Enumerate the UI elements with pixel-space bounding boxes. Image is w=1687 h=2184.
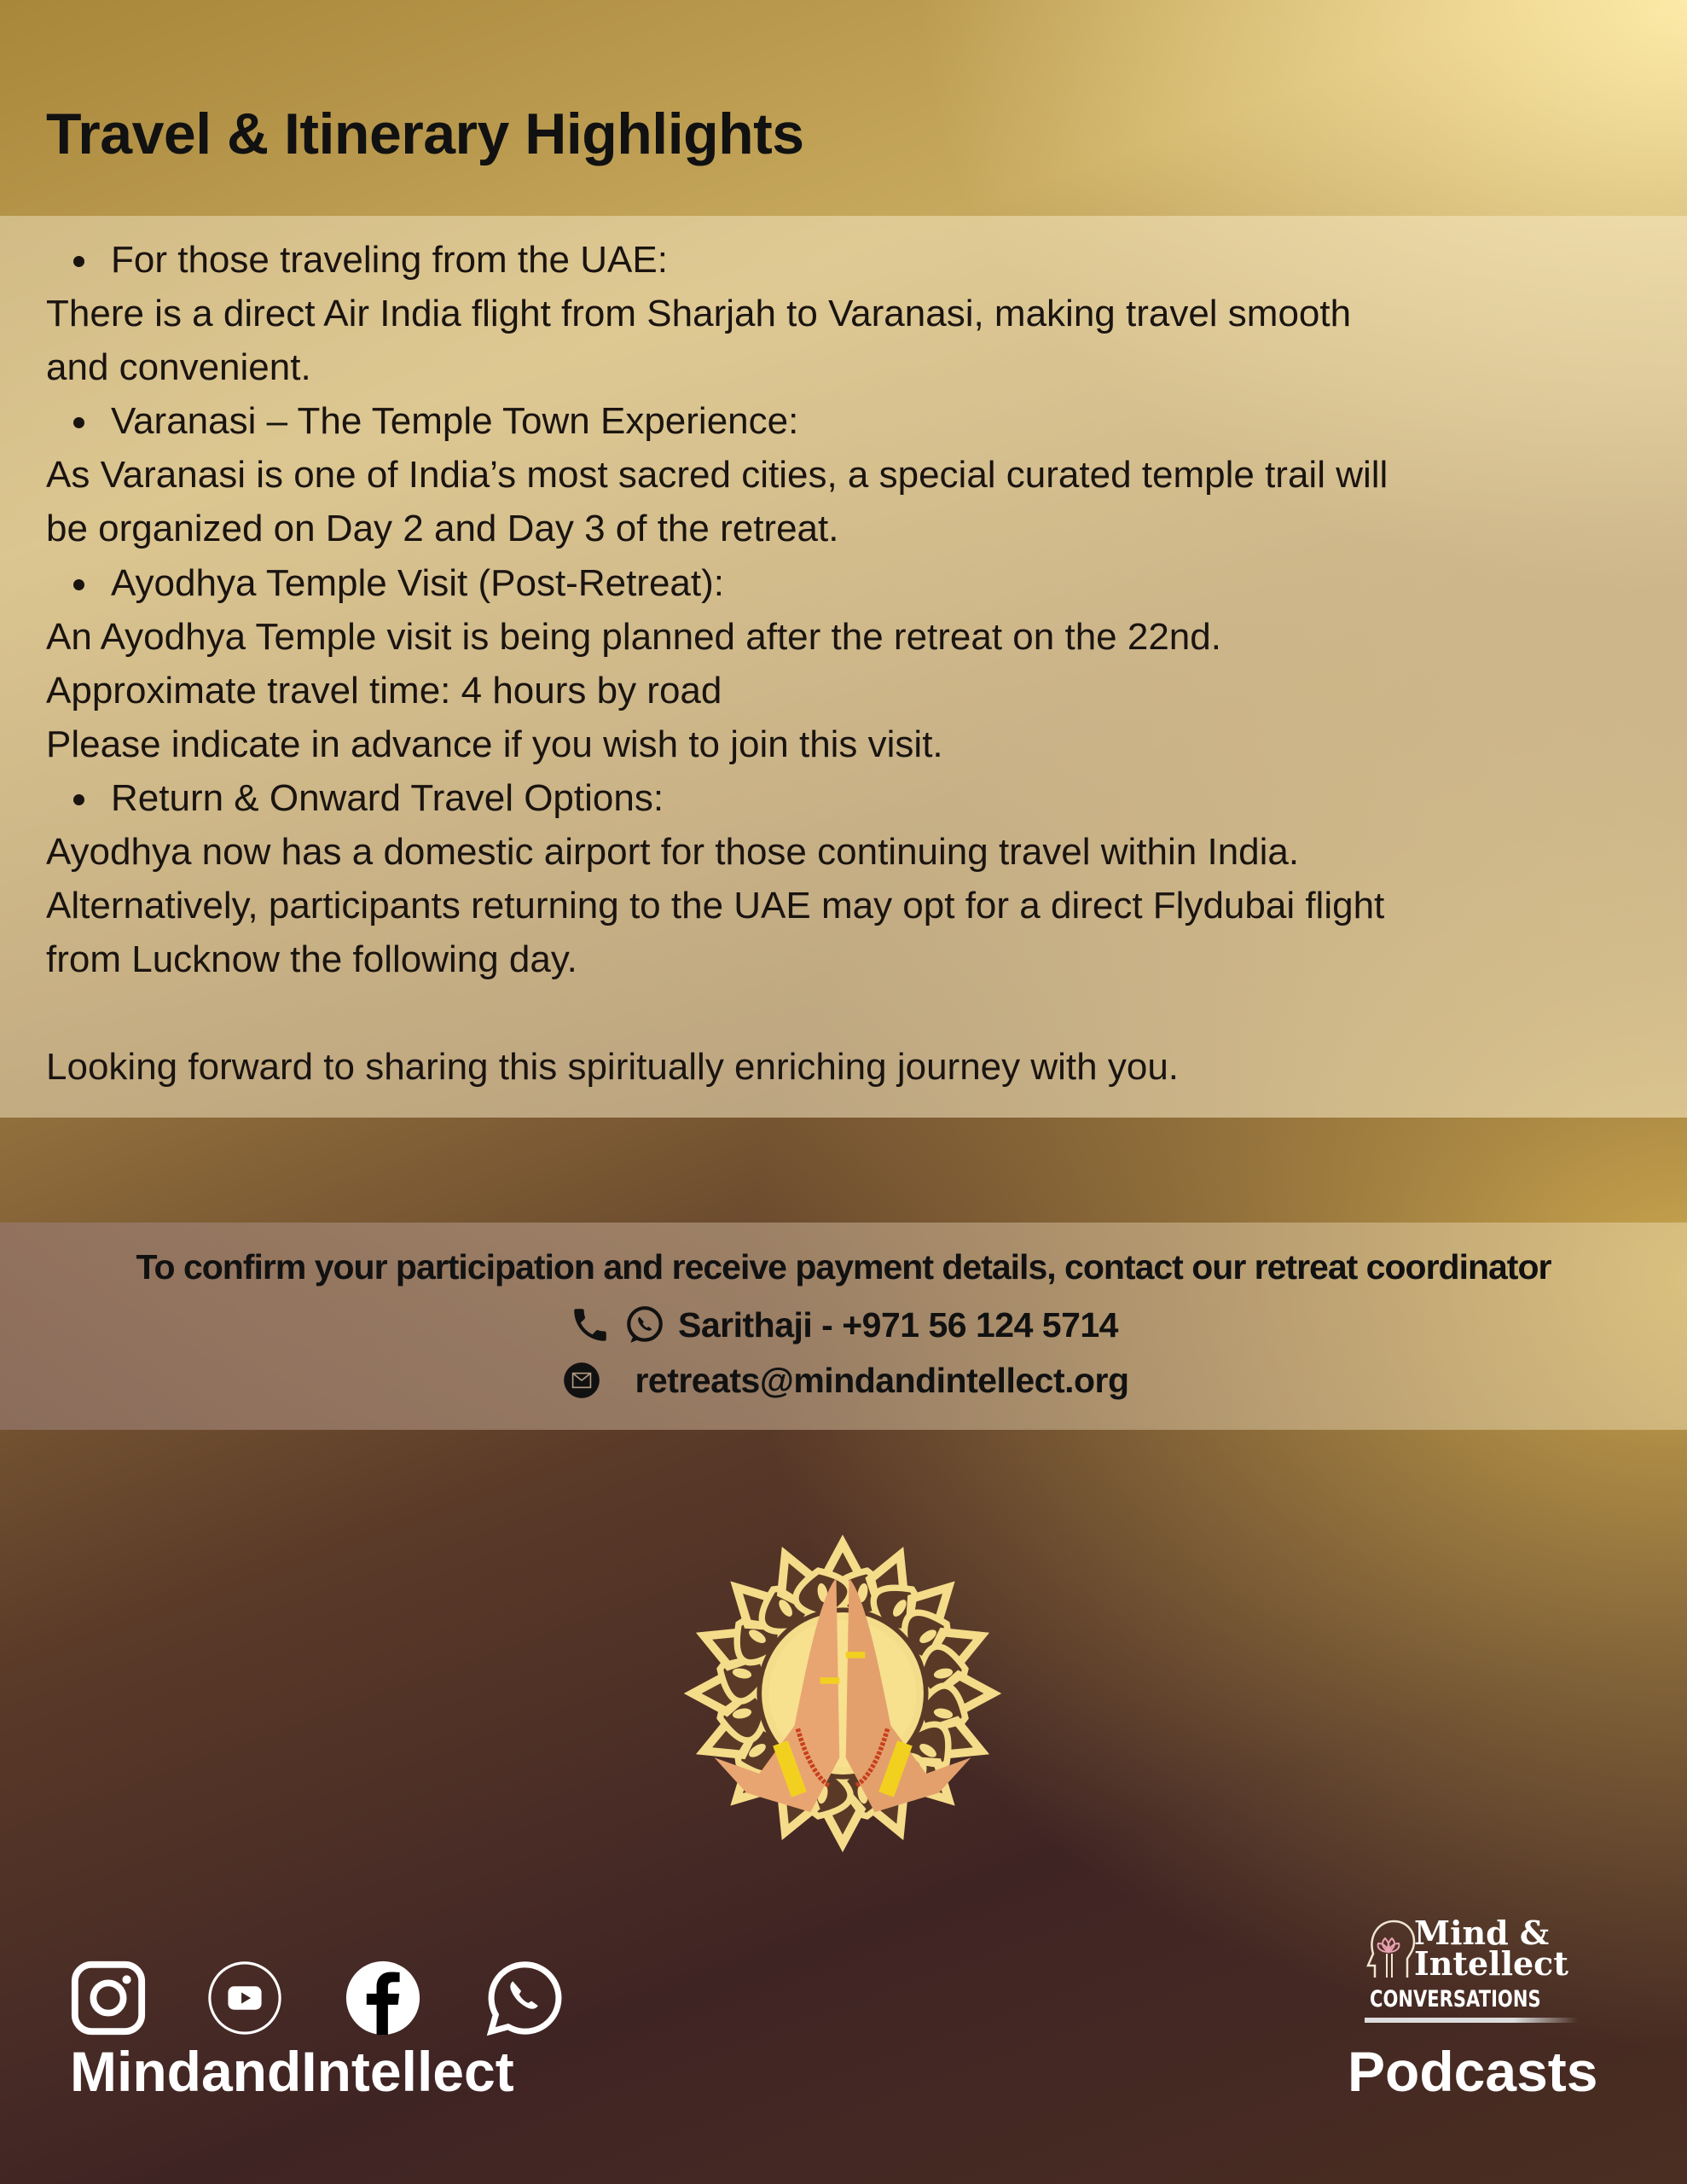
namaste-mandala-logo xyxy=(682,1533,1003,1854)
bullet-heading: For those traveling from the UAE: xyxy=(46,233,1388,287)
email-text[interactable]: retreats@mindandintellect.org xyxy=(635,1360,1129,1400)
whatsapp-icon xyxy=(623,1304,666,1346)
page-title: Travel & Itinerary Highlights xyxy=(46,102,804,166)
body-line: There is a direct Air India flight from Sharjah to Varanasi, making travel smooth xyxy=(46,293,1352,335)
email-icon xyxy=(558,1359,606,1402)
body-line: from Lucknow the following day. xyxy=(46,938,577,981)
body-line: As Varanasi is one of India’s most sacred cities, a special curated temple trail will xyxy=(46,454,1388,497)
body-line: Approximate travel time: 4 hours by road xyxy=(46,669,722,712)
phone-text[interactable]: Sarithaji - +971 56 124 5714 xyxy=(678,1304,1118,1345)
email-row xyxy=(0,1359,1687,1402)
social-handle: MindandIntellect xyxy=(70,2040,514,2103)
body-line: be organized on Day 2 and Day 3 of the retreat. xyxy=(46,508,839,550)
instagram-icon[interactable] xyxy=(68,1958,148,2038)
youtube-icon[interactable] xyxy=(205,1958,285,2038)
body-line: Ayodhya now has a domestic airport for those continuing travel within India. xyxy=(46,831,1300,874)
podcasts-label: Podcasts xyxy=(1348,2040,1598,2103)
logo-line1: Mind & xyxy=(1414,1914,1550,1952)
bullet-heading: Ayodhya Temple Visit (Post-Retreat): xyxy=(46,556,1388,610)
body-line: Please indicate in advance if you wish to join this visit. xyxy=(46,723,943,765)
contact-heading: To confirm your participation and receive payment details, contact our retreat coordinator xyxy=(136,1247,1551,1287)
logo-line2: Intellect xyxy=(1414,1944,1568,1983)
body-line xyxy=(46,986,1388,1040)
logo-underline xyxy=(1365,2018,1578,2023)
mind-intellect-logo xyxy=(1363,1914,1585,2033)
body-line: and convenient. xyxy=(46,346,311,389)
phone-icon xyxy=(569,1304,612,1346)
whatsapp-icon[interactable] xyxy=(484,1958,565,2038)
head-lotus-icon xyxy=(1363,1918,1416,1979)
itinerary-list xyxy=(46,233,1388,1095)
body-line: An Ayodhya Temple visit is being planned after the retreat on the 22nd. xyxy=(46,615,1221,658)
bullet-heading: Varanasi – The Temple Town Experience: xyxy=(46,394,1388,448)
phone-row xyxy=(0,1304,1687,1346)
facebook-icon[interactable] xyxy=(343,1958,423,2038)
body-line: Looking forward to sharing this spiritually enriching journey with you. xyxy=(46,1046,1180,1089)
bullet-heading: Return & Onward Travel Options: xyxy=(46,771,1388,825)
body-line: Alternatively, participants returning to the UAE may opt for a direct Flydubai flight xyxy=(46,885,1385,927)
logo-line3: CONVERSATIONS xyxy=(1370,1986,1541,2013)
